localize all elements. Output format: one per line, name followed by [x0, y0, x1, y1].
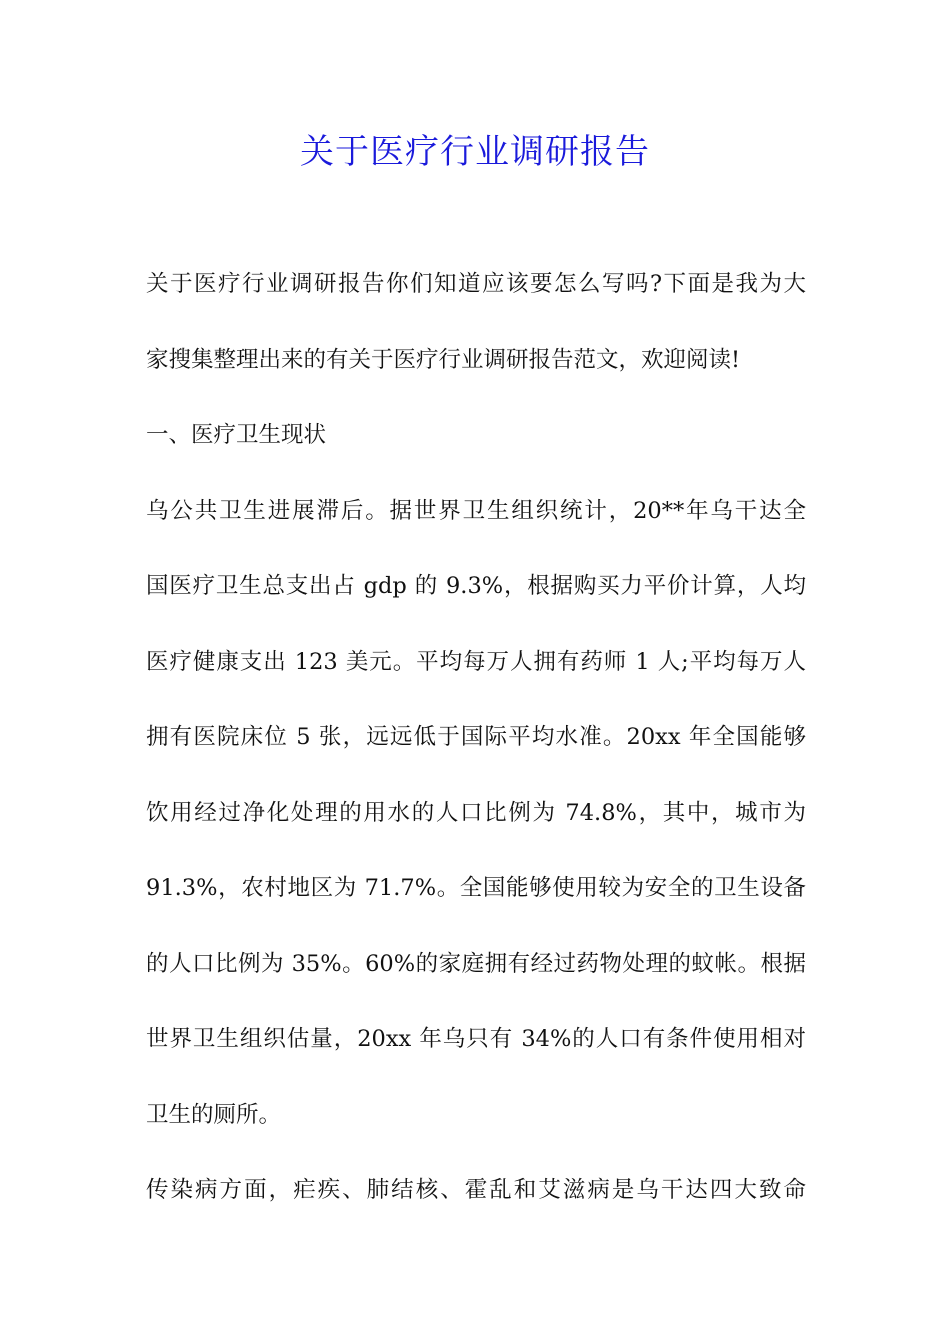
text-line: 传染病方面，疟疾、肺结核、霍乱和艾滋病是乌干达四大致命 — [146, 1177, 806, 1203]
text-line: 的人口比例为 35%。60%的家庭拥有经过药物处理的蚊帐。根据 — [146, 950, 806, 977]
text-line: 乌公共卫生进展滞后。据世界卫生组织统计，20**年乌干达全 — [146, 497, 806, 524]
text-line: 世界卫生组织估量，20xx 年乌只有 34%的人口有条件使用相对 — [146, 1026, 806, 1052]
text-line: 关于医疗行业调研报告你们知道应该要怎么写吗?下面是我为大 — [146, 271, 806, 297]
document-title: 关于医疗行业调研报告 — [300, 132, 650, 172]
text-line: 一、医疗卫生现状 — [146, 422, 327, 448]
text-line: 国医疗卫生总支出占 gdp 的 9.3%，根据购买力平价计算，人均 — [146, 573, 806, 599]
text-line: 91.3%，农村地区为 71.7%。全国能够使用较为安全的卫生设备 — [146, 875, 806, 901]
text-line: 医疗健康支出 123 美元。平均每万人拥有药师 1 人;平均每万人 — [146, 648, 806, 675]
document-body — [146, 262, 806, 1244]
text-line: 饮用经过净化处理的用水的人口比例为 74.8%，其中，城市为 — [146, 799, 806, 826]
text-line: 拥有医院床位 5 张，远远低于国际平均水准。20xx 年全国能够 — [146, 724, 806, 750]
text-line: 卫生的厕所。 — [146, 1101, 282, 1128]
text-line: 家搜集整理出来的有关于医疗行业调研报告范文，欢迎阅读! — [146, 346, 741, 373]
